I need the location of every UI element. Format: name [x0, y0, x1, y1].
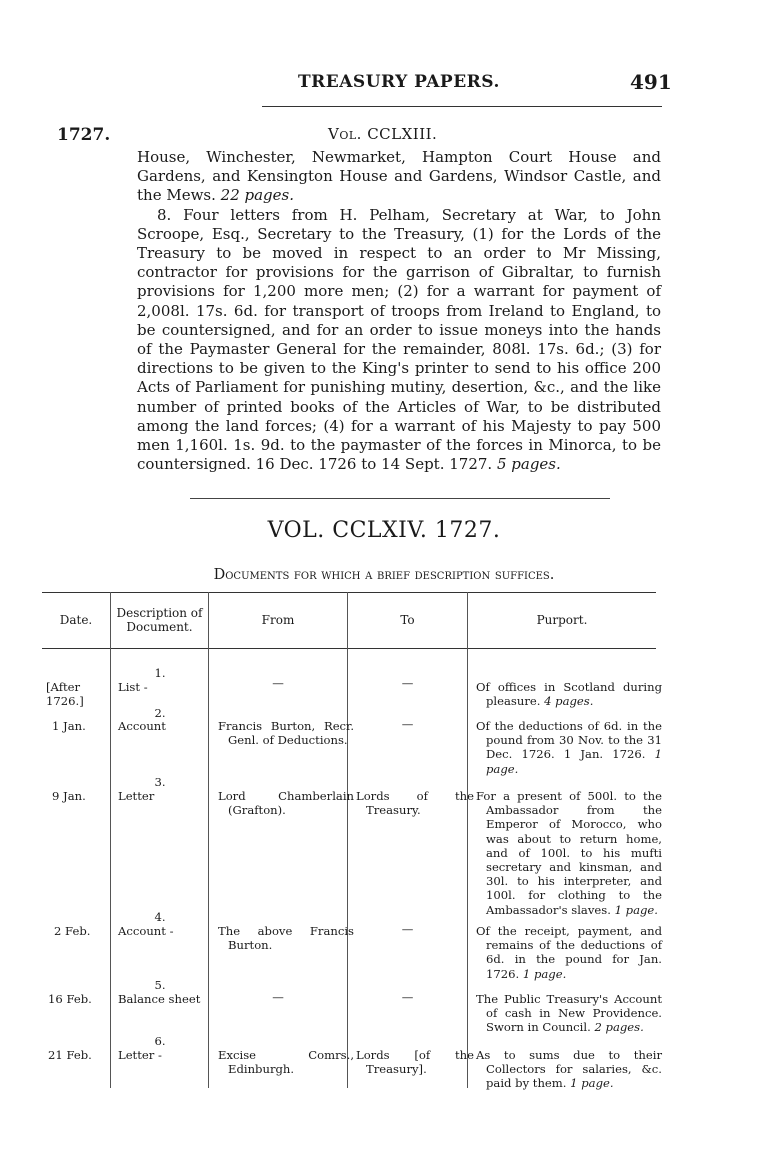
- row-pages: 1 page.: [614, 902, 658, 917]
- row-number: 5.: [154, 978, 166, 992]
- row-description: Account: [118, 719, 166, 733]
- documents-table: [42, 592, 663, 1091]
- running-head-title: TREASURY PAPERS.: [298, 72, 500, 92]
- row-pages: 1 page.: [486, 747, 663, 776]
- paragraph-1-text: House, Winchester, Newmarket, Hampton Court House and Gardens, and Kensington House and Gardens, Windsor Castle, and the Mews.: [137, 148, 661, 205]
- row-from: Lord Chamberlain (Grafton).: [218, 789, 354, 818]
- table-header-rule: [42, 648, 656, 649]
- column-divider: [110, 592, 111, 1088]
- running-head: [0, 72, 768, 102]
- row-to: —: [401, 717, 414, 731]
- row-to: —: [401, 676, 414, 690]
- row-pages: 1 page.: [570, 1076, 614, 1091]
- paragraph-continuation: [137, 148, 661, 206]
- column-divider: [208, 592, 209, 1088]
- row-to: —: [401, 990, 414, 1004]
- paragraph-2-pages: 5 pages.: [496, 455, 561, 474]
- row-description: Balance sheet: [118, 992, 201, 1006]
- row-date: 1 Jan.: [52, 719, 86, 733]
- row-pages: 4 pages.: [544, 694, 594, 709]
- row-date: 9 Jan.: [52, 789, 86, 803]
- header-description: Description of Document.: [116, 606, 203, 634]
- volume-title: VOL. CCLXIV. 1727.: [267, 518, 501, 543]
- row-date: 21 Feb.: [48, 1048, 92, 1062]
- volume-heading: Vol. CCLXIII.: [328, 125, 438, 143]
- row-description: Letter: [118, 789, 155, 803]
- column-divider: [347, 592, 348, 1088]
- page-number: 491: [630, 70, 672, 94]
- row-purport: [476, 992, 662, 1035]
- row-purport: [476, 680, 662, 708]
- row-date: 2 Feb.: [54, 924, 91, 938]
- paragraph-2-text: 8. Four letters from H. Pelham, Secretary at War, to John Scroope, Esq., Secretary to the Treasury, (1) for the Lords of the Treasury to be moved in respect to an order to Mr Missing, contractor for provisions for the garrison of Gibraltar, to furnish provisions for 1,200 more men; (2) for a warrant for payment of 2,008l. 17s. 6d. for transport of troops from Ireland to England, to be countersigned, and for an order to issue moneys into the hands of the Paymaster General for the remainder, 808l. 17s. 6d.; (3) for directions to be given to the King's printer to send to his office 200 Acts of Parliament for punishing mutiny, desertion, &c., and the like number of printed books of the Articles of War, to be distributed among the land forces; (4) for a warrant of his Majesty to pay 500 men 1,160l. 1s. 9d. to the paymaster of the forces in Minorca, to be countersigned. 16 Dec. 1726 to 14 Sept. 1727.: [137, 205, 661, 474]
- row-number: 1.: [154, 666, 166, 680]
- row-purport-text: Of offices in Scotland during pleasure.: [476, 680, 662, 709]
- year-marker: 1727.: [57, 125, 111, 145]
- row-from: Excise Comrs., Edinburgh.: [218, 1048, 354, 1077]
- row-pages: 2 pages.: [594, 1020, 644, 1035]
- section-divider: [190, 498, 610, 499]
- row-purport: [476, 924, 662, 981]
- row-from: Francis Burton, Recr. Genl. of Deductions.: [218, 719, 354, 748]
- paragraph-item-8: [137, 206, 661, 475]
- row-date: 16 Feb.: [48, 992, 92, 1006]
- table-caption: [0, 567, 768, 583]
- row-from: —: [272, 676, 284, 690]
- row-description: List -: [118, 680, 148, 694]
- header-purport: Purport.: [536, 613, 588, 627]
- header-from: From: [261, 613, 295, 627]
- table-caption-text: Documents for which a brief description suffices.: [213, 567, 555, 583]
- row-purport: [476, 789, 662, 917]
- row-to: —: [401, 922, 414, 936]
- paragraph-1-pages: 22 pages.: [220, 186, 295, 205]
- row-purport: [476, 719, 662, 776]
- row-description: Account -: [118, 924, 174, 938]
- header-rule: [262, 106, 662, 107]
- body-text: [137, 148, 661, 474]
- row-date: [After 1726.]: [46, 680, 84, 709]
- row-from: —: [272, 990, 284, 1004]
- row-purport-text: Of the receipt, payment, and remains of the deductions of 6d. in the pound for Jan. 1726.: [476, 924, 662, 981]
- row-description: Letter -: [118, 1048, 162, 1062]
- row-purport-text: As to sums due to their Collectors for salaries, &c. paid by them.: [476, 1048, 662, 1091]
- row-number: 2.: [154, 706, 166, 720]
- row-number: 4.: [154, 910, 166, 924]
- row-pages: 1 page.: [522, 966, 567, 981]
- header-to: To: [400, 613, 415, 627]
- row-purport-text: For a present of 500l. to the Ambassador from the Emperor of Morocco, who was about to return home, and of 100l. to his mufti secretary and kinsman, and 30l. to his interpreter, and 100l. for clothing to the Ambassador's slaves.: [476, 789, 662, 917]
- header-date: Date.: [59, 613, 93, 627]
- row-number: 3.: [154, 775, 166, 789]
- column-divider: [467, 592, 468, 1088]
- row-purport: [476, 1048, 662, 1091]
- row-to: Lords of the Treasury.: [356, 789, 474, 818]
- row-number: 6.: [154, 1034, 166, 1048]
- row-to: Lords [of the Treasury].: [356, 1048, 474, 1077]
- row-purport-text: The Public Treasury's Account of cash in New Providence. Sworn in Council.: [476, 992, 662, 1035]
- row-purport-text: Of the deductions of 6d. in the pound from 30 Nov. to the 31 Dec. 1726. 1 Jan. 1726.: [476, 719, 662, 762]
- row-from: The above Francis Burton.: [218, 924, 354, 953]
